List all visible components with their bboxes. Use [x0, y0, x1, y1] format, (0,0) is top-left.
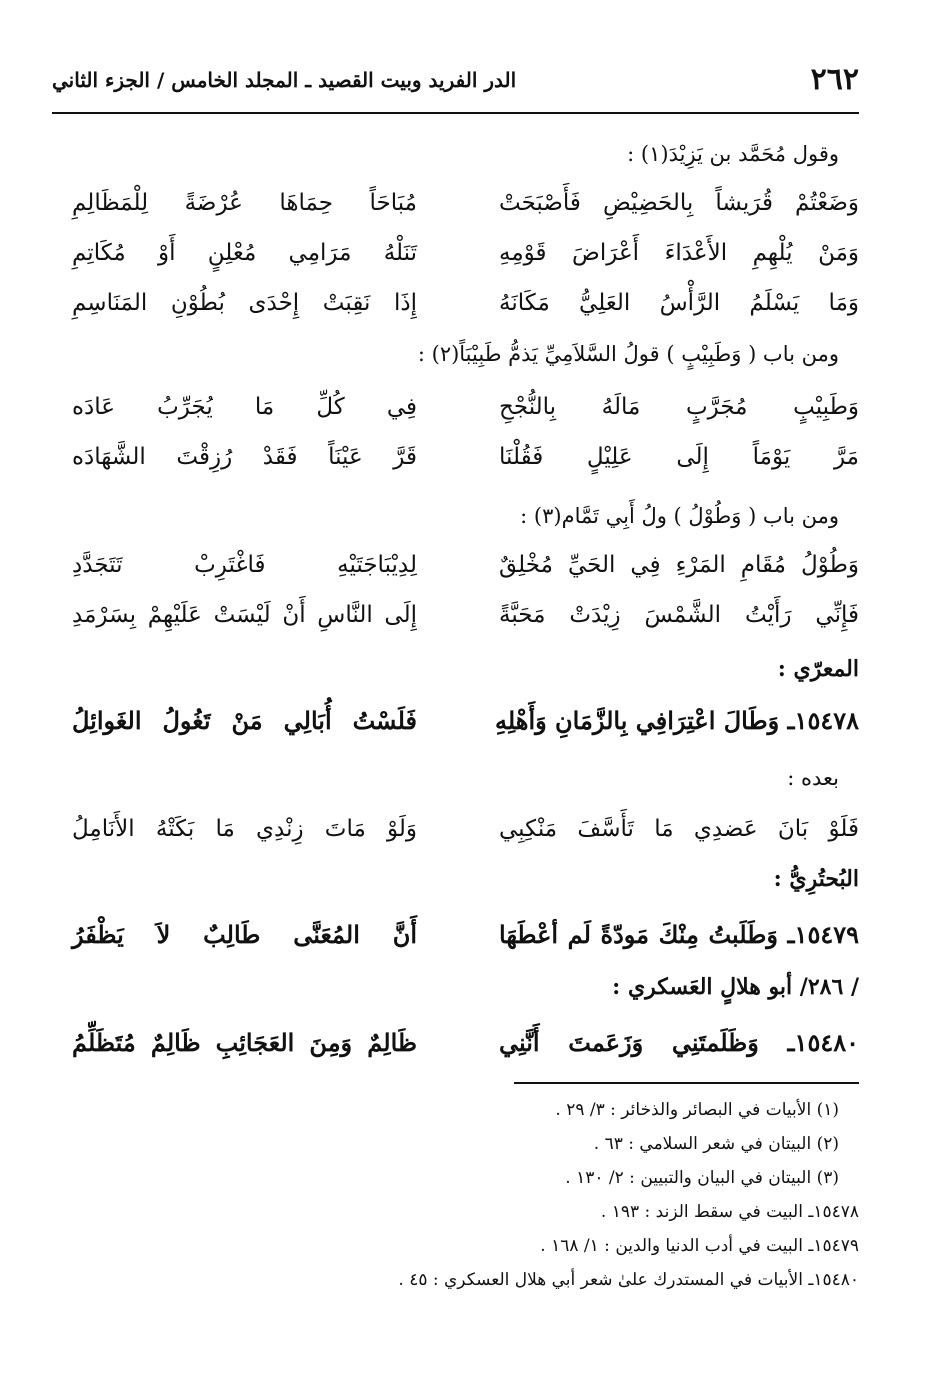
- header-rule: [52, 112, 859, 114]
- footnote: ١٥٤٧٩ـ البيت في أدب الدنيا والدين : ١/ ١٦٨ .: [540, 1236, 859, 1256]
- entry-verse: ١٥٤٧٩ـ وَطَلَبتُ مِنْكَ مَودّةً لَم أعْطَهَا أَنَّ المُعَنَّى طَالِبٌ لاَ يَظْفَرُ: [72, 920, 859, 949]
- footnote: (٢) البيتان في شعر السلامي : ٦٣ .: [593, 1134, 839, 1154]
- intro-line: وقول مُحَمَّد بن يَزِيْدَ(١) :: [627, 142, 839, 166]
- verse-line: وَمَا يَسْلَمُ الرَّأْسُ العَلِيُّ مَكَانَهُ إِذَا نَقِبَتْ إِحْدَى بُطُوْنِ المَنَاسِمِ: [72, 290, 859, 316]
- verse-line: وَطُوْلُ مُقَامِ المَرْءِ فِي الحَيِّ مُخْلِقٌ لِدِيْبَاجَتَيْهِ فَاغْتَرِبْ تَتَجَدَّدِ: [72, 552, 859, 578]
- intro-line: ومن باب ( وَطُوْلُ ) ولُ أَبِي تَمَّام(٣) :: [520, 504, 839, 528]
- poet-heading: البُحتُرِيُّ :: [773, 866, 859, 892]
- footnote: ١٥٤٨٠ـ الأبيات في المستدرك علىٰ شعر أبي هلال العسكري : ٤٥ .: [398, 1270, 859, 1290]
- verse-line: فَلَوْ بَانَ عَضدِي مَا تَأَسَّفَ مَنْكِبِي وَلَوْ مَاتَ زِنْدِي مَا بَكَتْهُ الأَنَامِلُ: [72, 816, 859, 842]
- footnote-rule: [514, 1082, 859, 1084]
- footnote: ١٥٤٧٨ـ البيت في سقط الزند : ١٩٣ .: [600, 1202, 859, 1222]
- intro-line: ومن باب ( وَطَبِيْبٍ ) قولُ السَّلاَمِيِّ يَذمُّ طَبِيْبَاً(٢) :: [417, 342, 839, 366]
- verse-line: وَمَنْ يُلْهِمِ الأَعْدَاءَ أَعْرَاضَ قَوْمِهِ تَنَلْهُ مَرَامِي مُعْلِنٍ أَوْ مُكَاتِمِ: [72, 240, 859, 266]
- verse-line: وَطَبِيْبٍ مُجَرَّبٍ مَالَهُ بِالنُّجْحِ فِي كُلِّ مَا يُجَرِّبُ عَادَه: [72, 394, 859, 420]
- verse-line: فَإِنِّي رَأَيْتُ الشَّمْسَ زِيْدَتْ مَحَبَّةً إِلَى النَّاسِ أَنْ لَيْسَتْ عَلَيْهِمْ بِسَرْمَدِ: [72, 602, 859, 628]
- footnote: (٣) البيتان في البيان والتبيين : ٢/ ١٣٠ .: [565, 1168, 839, 1188]
- page-header: [52, 62, 859, 102]
- footnote: (١) الأبيات في البصائر والذخائر : ٣/ ٢٩ .: [555, 1100, 839, 1120]
- poet-heading: / ٢٨٦/ أبو هلالٍ العَسكري :: [612, 974, 859, 1000]
- entry-verse: ١٥٤٨٠ـ وَظَلَمتَنِي وَزَعَمتَ أَنَّنِي ظَالِمٌ وَمِنَ العَجَائِبِ ظَالِمٌ مُتَظَلِّمُ: [72, 1028, 859, 1057]
- page-number: ٢٦٢: [810, 62, 859, 97]
- verse-line: وَضَعْتُمْ قُرَيشاً بِالحَضِيْضِ فَأَصْبَحَتْ مُبَاحَاً حِمَاهَا عُرْضَةً لِلْمَظَالِمِ: [72, 190, 859, 216]
- verse-line: مَرَّ يَوْمَاً إِلَى عَلِيْلٍ فَقُلْنَا قَرَّ عَيْنَاً فَقَدْ رُزِقْتَ الشَّهَادَه: [72, 444, 859, 470]
- entry-verse: ١٥٤٧٨ـ وَطَالَ اعْتِرَافِي بِالزَّمَانِ وَأَهْلِهِ فَلَسْتُ أُبَالِي مَنْ تَغُولُ الغَوائِلُ: [72, 706, 859, 735]
- after-line: بعده :: [787, 766, 839, 790]
- poet-heading: المعرّي :: [777, 656, 859, 682]
- running-title: الدر الفريد وبيت القصيد ـ المجلد الخامس / الجزء الثاني: [52, 68, 517, 92]
